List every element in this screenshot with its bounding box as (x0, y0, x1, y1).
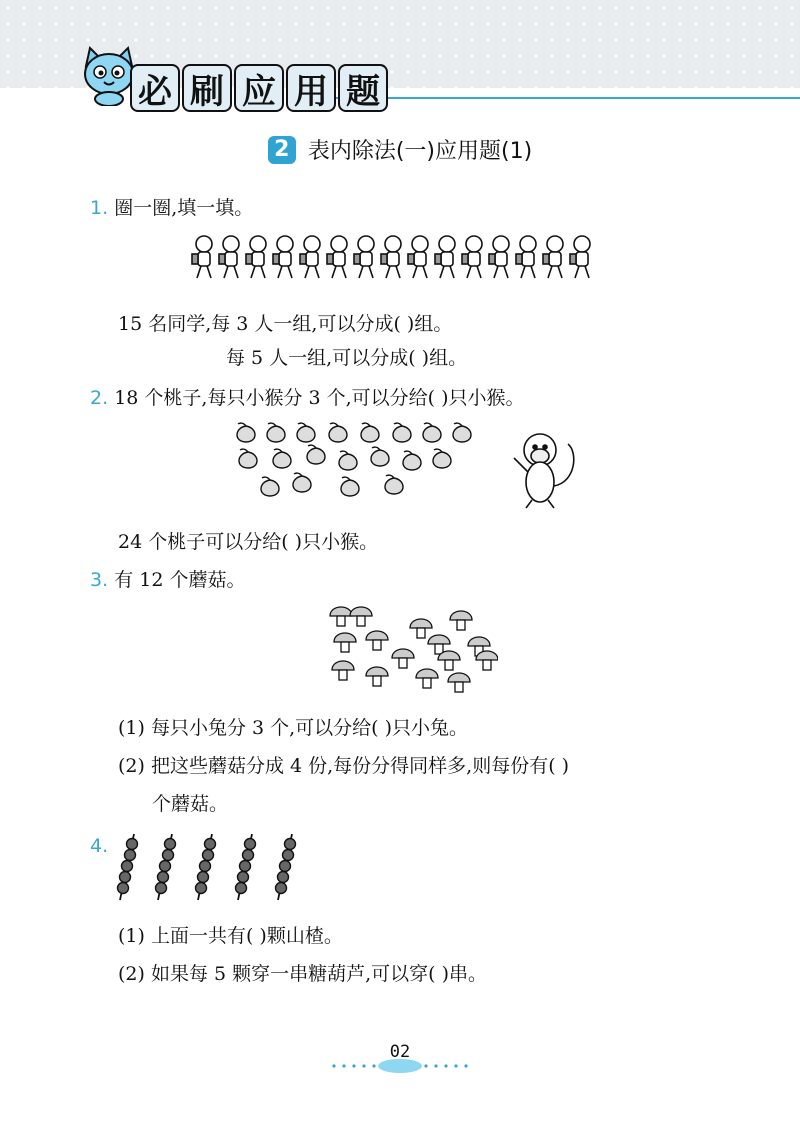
lesson-title: 表内除法(一)应用题(1) (307, 139, 533, 164)
q3-sub-2-cont: 个蘑菇。 (152, 793, 229, 815)
q4-sub-2: (2) 如果每 5 颗穿一串糖葫芦,可以穿( )串。 (118, 963, 488, 985)
students-icon (190, 234, 630, 282)
question-2 (90, 386, 525, 410)
section-char: 必 (130, 64, 180, 112)
page-number: 02 (389, 1042, 411, 1062)
q4-sub-1: (1) 上面一共有( )颗山楂。 (118, 925, 343, 947)
question-1 (90, 196, 253, 220)
section-char: 用 (286, 64, 336, 112)
question-4 (90, 834, 108, 858)
lesson-heading (0, 134, 800, 165)
q3-sub-1: (1) 每只小兔分 3 个,可以分给( )只小兔。 (118, 717, 469, 739)
question-number: 4. (90, 835, 109, 857)
section-title (130, 64, 388, 112)
q1-line-2: 每 5 人一组,可以分成( )组。 (226, 347, 468, 369)
question-prompt: 有 12 个蘑菇。 (114, 569, 246, 591)
question-prompt: 18 个桃子,每只小猴分 3 个,可以分给( )只小猴。 (114, 387, 525, 409)
question-3 (90, 568, 245, 592)
question-prompt: 圈一圈,填一填。 (114, 197, 254, 219)
section-char: 题 (338, 64, 388, 112)
question-number: 3. (90, 569, 109, 591)
q3-sub-2: (2) 把这些蘑菇分成 4 份,每份分得同样多,则每份有( ) (118, 755, 570, 777)
section-char: 刷 (182, 64, 232, 112)
header-rule (330, 97, 800, 99)
section-char: 应 (234, 64, 284, 112)
q1-line-1: 15 名同学,每 3 人一组,可以分成( )组。 (118, 313, 453, 335)
q2-line-1: 24 个桃子可以分给( )只小猴。 (118, 531, 379, 553)
peaches-and-monkey-icon (232, 422, 592, 512)
mushrooms-icon (328, 604, 498, 694)
question-number: 1. (90, 197, 109, 219)
lesson-number-badge: 2 (268, 136, 296, 164)
question-number: 2. (90, 387, 109, 409)
candied-haws-icon (114, 832, 314, 904)
